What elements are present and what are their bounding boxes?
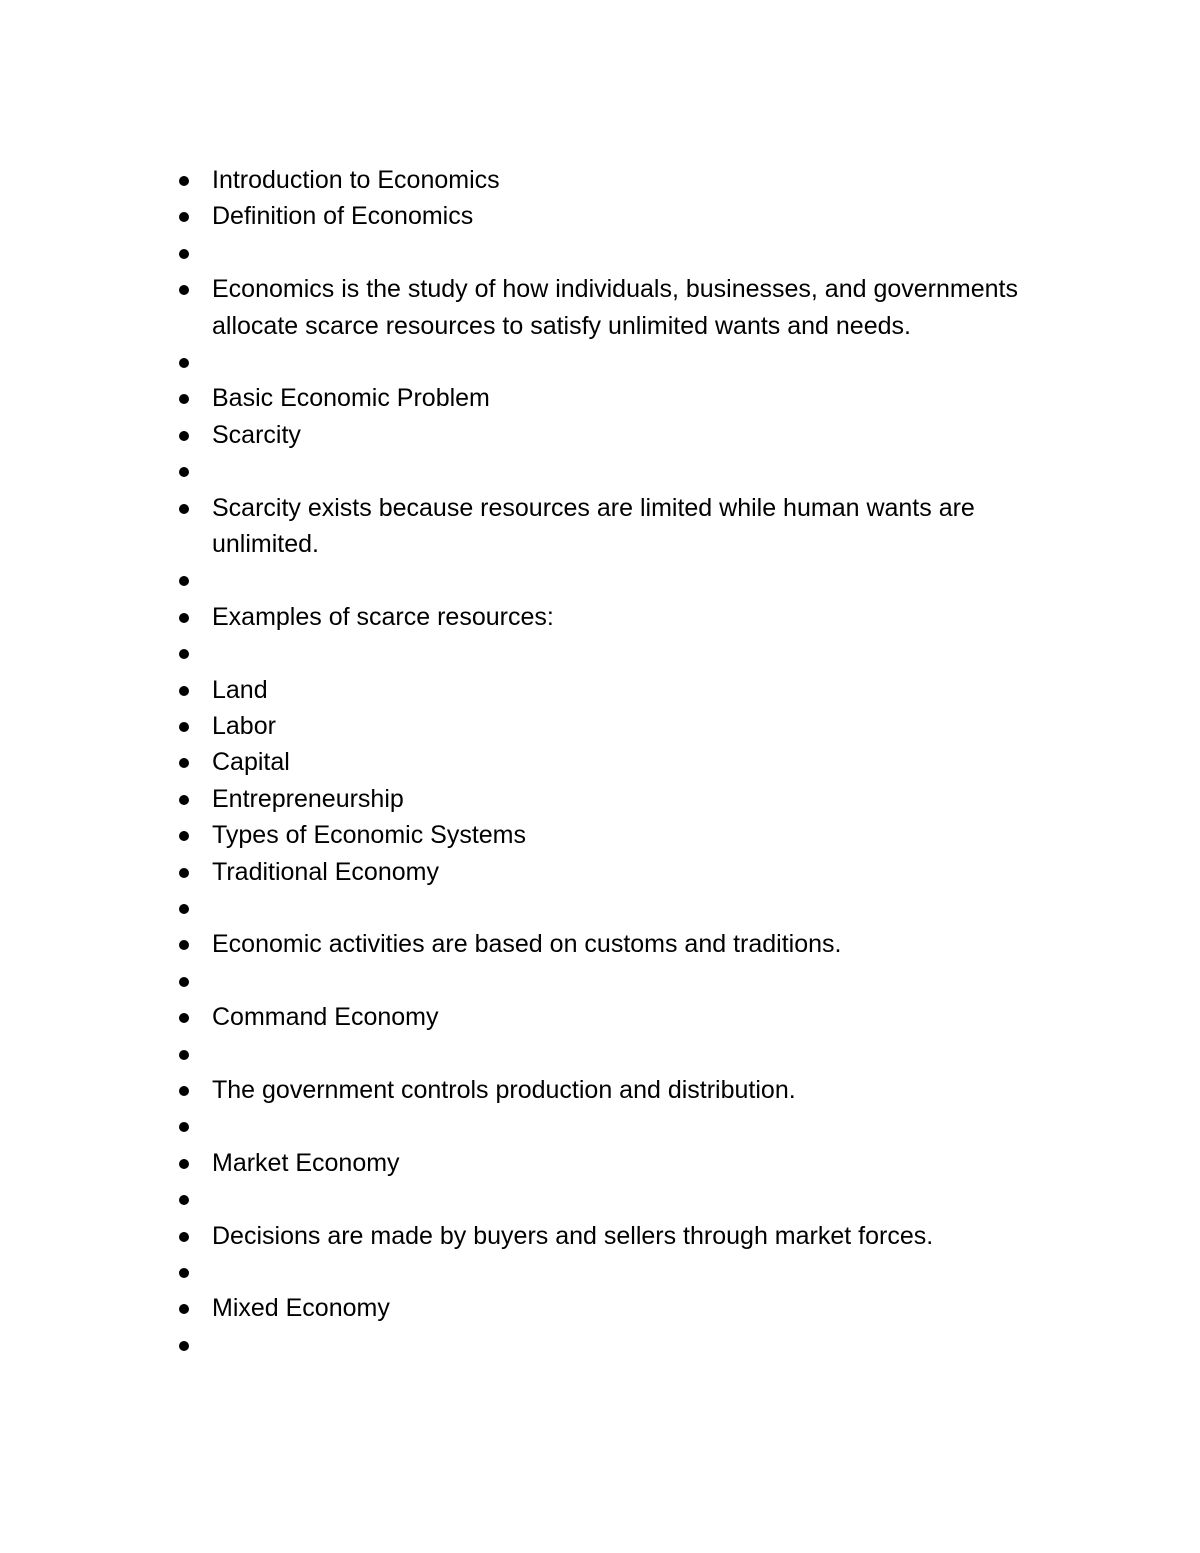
list-item — [0, 599, 1072, 635]
bullet-icon — [179, 795, 189, 805]
list-item — [0, 1072, 1072, 1108]
list-item — [0, 417, 1072, 453]
list-item — [0, 162, 1072, 198]
list-item — [0, 344, 1072, 380]
bullet-icon — [179, 904, 189, 914]
bullet-icon — [179, 576, 189, 586]
bullet-icon — [179, 431, 189, 441]
list-item-text: The government controls production and distribution. — [212, 1076, 796, 1105]
list-item — [0, 708, 1072, 744]
list-item — [0, 854, 1072, 890]
list-item — [0, 1254, 1072, 1290]
list-item — [0, 999, 1072, 1035]
bullet-icon — [179, 758, 189, 768]
bullet-icon — [179, 940, 189, 950]
list-item-text: Economic activities are based on customs and traditions. — [212, 930, 842, 959]
bullet-icon — [179, 176, 189, 186]
bullet-icon — [179, 831, 189, 841]
bullet-icon — [179, 1268, 189, 1278]
list-item-text: Examples of scarce resources: — [212, 602, 554, 631]
list-item — [0, 635, 1072, 671]
bullet-icon — [179, 212, 189, 222]
list-item — [0, 1290, 1072, 1326]
list-item-text: Land — [212, 675, 268, 704]
list-item — [0, 963, 1072, 999]
list-item — [0, 744, 1072, 780]
list-item-text: Traditional Economy — [212, 857, 439, 886]
list-item-text: Economics is the study of how individuals, businesses, and governments allocate scarce resources to satisfy unlimited wants and needs. — [212, 275, 1018, 340]
list-item — [0, 817, 1072, 853]
list-item — [0, 781, 1072, 817]
list-item — [0, 890, 1072, 926]
bullet-icon — [179, 1159, 189, 1169]
list-item-text: Introduction to Economics — [212, 166, 500, 194]
list-item — [0, 453, 1072, 489]
list-item-text: Command Economy — [212, 1003, 439, 1032]
list-item — [0, 562, 1072, 598]
list-item — [0, 380, 1072, 416]
bullet-icon — [179, 1195, 189, 1205]
list-item-text: Definition of Economics — [212, 202, 474, 231]
list-item-text: Scarcity exists because resources are limited while human wants are unlimited. — [212, 493, 975, 559]
list-item — [0, 1145, 1072, 1181]
list-item-text: Basic Economic Problem — [212, 384, 490, 413]
bullet-icon — [179, 1013, 189, 1023]
list-item — [0, 672, 1072, 708]
bullet-icon — [179, 249, 189, 259]
bullet-icon — [179, 977, 189, 987]
list-item — [0, 198, 1072, 234]
list-item-text: Mixed Economy — [212, 1294, 390, 1323]
list-item — [0, 1181, 1072, 1217]
bullet-icon — [179, 1232, 189, 1242]
bullet-icon — [179, 285, 189, 295]
bullet-icon — [179, 1050, 189, 1060]
list-item — [0, 1218, 1072, 1254]
bullet-icon — [179, 686, 189, 696]
bullet-icon — [179, 394, 189, 404]
list-item-text: Entrepreneurship — [212, 784, 404, 813]
list-item — [0, 490, 1072, 563]
bullet-list — [0, 162, 1200, 1363]
bullet-icon — [179, 467, 189, 477]
bullet-icon — [179, 722, 189, 732]
bullet-icon — [179, 1086, 189, 1096]
list-item — [0, 1327, 1072, 1363]
list-item-text: Scarcity — [212, 420, 301, 449]
list-item-text: Labor — [212, 712, 276, 741]
bullet-icon — [179, 504, 189, 514]
list-item — [0, 235, 1072, 271]
list-item — [0, 1036, 1072, 1072]
list-item — [0, 1108, 1072, 1144]
bullet-icon — [179, 613, 189, 623]
list-item-text: Decisions are made by buyers and sellers through market forces. — [212, 1221, 934, 1250]
bullet-icon — [179, 649, 189, 659]
bullet-icon — [179, 868, 189, 878]
list-item — [0, 926, 1072, 962]
bullet-icon — [179, 1304, 189, 1314]
list-item-text: Capital — [212, 748, 290, 777]
bullet-icon — [179, 1341, 189, 1351]
list-item — [0, 271, 1072, 344]
bullet-icon — [179, 358, 189, 368]
list-item-text: Types of Economic Systems — [212, 821, 527, 850]
list-item-text: Market Economy — [212, 1148, 400, 1177]
bullet-icon — [179, 1122, 189, 1132]
